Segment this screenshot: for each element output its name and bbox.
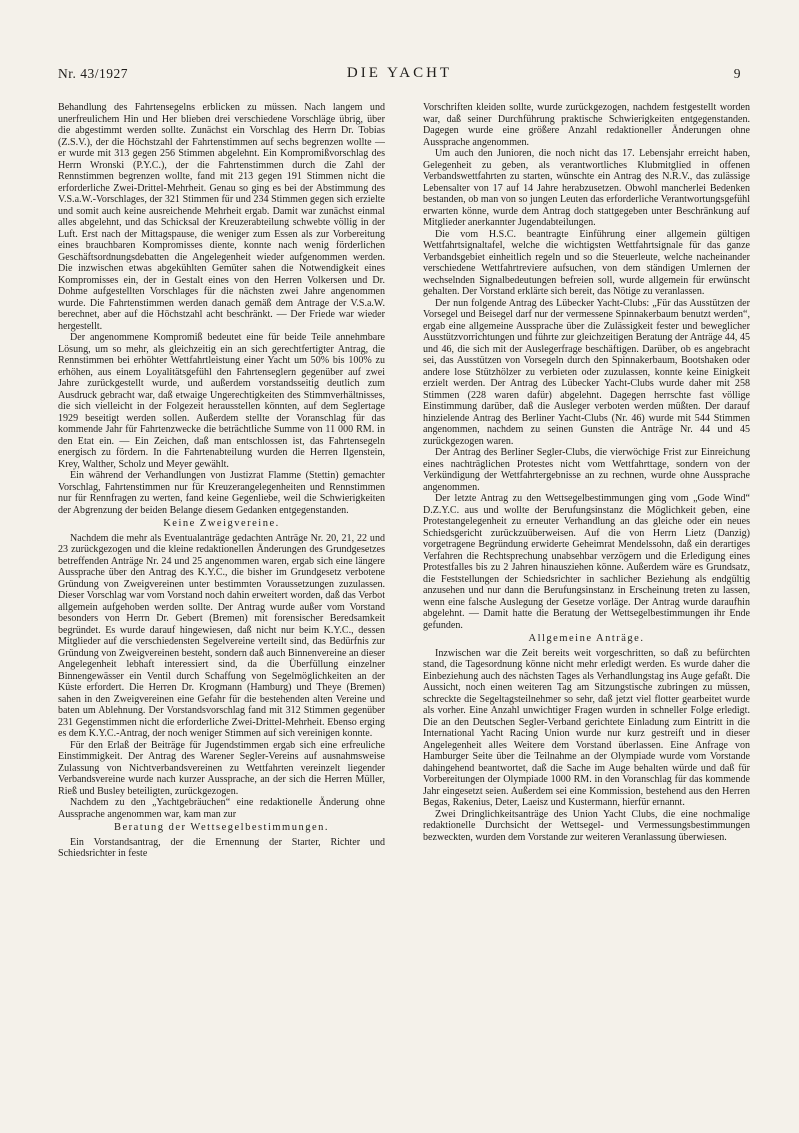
paragraph: Die vom H.S.C. beantragte Einführung einer allgemein gültigen Wettfahrtsignaltafel, welche die wichtigsten Wettfahrtsignale für das ganze Verbandsgebiet einheitlich regeln und so die Steuerleute, welche nacheinander verschiedene Wettfahrtreviere aufsuchen, von dem ständigen Umlernen der wechselnden Signalbedeutungen befreien soll, wurde allgemein für erwünscht gehalten. Der Vorstand erklärte sich bereit, das Nötige zu veranlassen.: [423, 228, 750, 297]
right-text-column: [423, 102, 750, 1112]
paragraph: Der angenommene Kompromiß bedeutet eine für beide Teile annehmbare Lösung, um so mehr, als gleichzeitig ein an sich gerechtfertigter Antrag, die Rennstimmen bei erhöhter Wettfahrtleistung einer Yacht um 50% bis 100% zu erhöhen, aus einem Loyalitätsgefühl den Fahrtenseglern gegenüber auf zwei Jahre zurückgestellt wurde, und außerdem vorstandsseitig deutlich zum Ausdruck gebracht war, daß etwaige Ungerechtigkeiten des Stimmverhältnisses, die sich vielleicht in der Folgezeit herausstellen könnten, auf dem Seglertage 1929 beseitigt werden sollen. Außerdem stellte der Voranschlag für das kommende Jahr für Fahrtenzwecke die beträchtliche Summe von 11 000 RM. in den Etat ein. — Ein Zeichen, daß man entschlossen ist, das Fahrtensegeln energisch zu fördern. In die Fahrtenabteilung wurden die Herren Ilgenstein, Krey, Walther, Scholz und Meyer gewählt.: [58, 332, 385, 470]
paragraph: Der letzte Antrag zu den Wettsegelbestimmungen ging vom „Gode Wind“ D.Z.Y.C. aus und wollte der Berufungsinstanz die Möglichkeit geben, eine Protestangelegenheit zu erneuter Verhandlung an das gleiche oder ein neues Schiedsgericht zurückzuüberweisen. Auf die von Herrn Lietz (Danzig) vorgetragene Begründung erwiderte Geheimrat Mendelssohn, daß ein derartiges Verfahren die Rechtsprechung unabsehbar verzögern und die Erledigung eines Protestfalles bis zu 2 Jahren hinausziehen könne. Außerdem wäre es Grundsatz, die Feststellungen der Schiedsrichter in sachlicher Beziehung als endgültig anzusehen und nur dann die Berufungsinstanz in Erscheinung treten zu lassen, wenn eine falsche Auslegung der Gesetze vorläge. Der Antrag wurde daraufhin abgelehnt. — Damit hatte die Beratung der Wettsegelbestimmungen ihr Ende gefunden.: [423, 493, 750, 631]
paragraph: Ein Vorstandsantrag, der die Ernennung der Starter, Richter und Schiedsrichter in feste: [58, 836, 385, 859]
paragraph: Nachdem die mehr als Eventualanträge gedachten Anträge Nr. 20, 21, 22 und 23 zurückgezogen und die kleine redaktionellen Änderungen des Grundgesetzes betreffenden Anträge Nr. 24 und 25 angenommen waren, ergab sich eine längere Aussprache über den Antrag des K.Y.C., die bisher im Grundgesetz verbotene Gründung von Zweigvereinen unter bestimmten Voraussetzungen zuzulassen. Dieser Vorschlag war vom Vorstand noch dahin erweitert worden, daß das Verbot allgemein aufgehoben werden sollte. Der Antrag wurde außer vom Vorstand besonders von Herrn Dr. Gebert (Bremen) mit forensischer Beredsamkeit begründet. Es wurde darauf hingewiesen, daß nicht nur beim K.Y.C., dessen Mitglieder auf die verschiedensten Segelvereine verteilt sind, das Bedürfnis zur Gründung von Zweigvereinen besteht, sondern daß auch Binnenvereine an dieser Angelegenheit lebhaft interessiert sind, da die Überfüllung einzelner Binnengewässer ein Ventil durch Schaffung von Segelmöglichkeiten an der Küste erfordert. Die Herren Dr. Krogmann (Hamburg) und Theye (Bremen) sahen in den Zweigvereinen eine Gefahr für die bestehenden alten Vereine und baten um Ablehnung. Der Vorstandsvorschlag fand mit 312 Stimmen gegenüber 231 Gegenstimmen nicht die erforderliche Zwei-Drittel-Mehrheit. Ebenso erging es dem K.Y.C.-Antrag, der noch weniger Stimmen auf sich vereinigen konnte.: [58, 532, 385, 739]
paragraph: Der nun folgende Antrag des Lübecker Yacht-Clubs: „Für das Ausstützen der Vorsegel und Beisegel darf nur der vermessene Spinnakerbaum benutzt werden“, ergab eine allgemeine Aussprache über die Zulässigkeit fester und beweglicher Ausstützvorrichtungen und führte zur gleichzeitigen Beratung der Anträge 44, 45 und 46, die sich mit der Auslegerfrage beschäftigen. Darüber, ob es angebracht sei, das Ausstützen von Vorsegeln durch den Spinnakerbaum, Bootshaken oder andere lose Stützhölzer zu verbieten oder zuzulassen, konnte keine Einigkeit erzielt werden. Der Antrag des Lübecker Yacht-Clubs wurde daher mit 258 Stimmen (228 waren dafür) abgelehnt. Dagegen herrschte fast völlige Einstimmung darüber, daß die Ausleger verboten werden müßten. Der darauf hinzielende Antrag des Berliner Yacht-Clubs (Nr. 46) wurde mit 544 Stimmen angenommen, nachdem zu seinen Gunsten die Anträge Nr. 44 und 45 zurückgezogen waren.: [423, 297, 750, 447]
issue-number: Nr. 43/1927: [58, 66, 129, 81]
page-header: [58, 66, 741, 86]
paragraph: Zwei Dringlichkeitsanträge des Union Yacht Clubs, die eine nochmalige redaktionelle Durchsicht der Wettsegel- und Vermessungsbestimmungen bezweckten, wurden dem Vorstande zur weiteren Veranlassung überwiesen.: [423, 808, 750, 843]
paragraph: Behandlung des Fahrtensegelns erblicken zu müssen. Nach langem und unerfreulichem Hin und Her blieben drei verschiedene Vorschläge übrig, über die abgestimmt werden sollte. Zunächst ein Vorschlag des Herrn Dr. Tobias (Z.S.V.), der die Höchstzahl der Fahrtenstimmen auf sechs begrenzen wollte — er wurde mit 313 gegen 256 Stimmen abgelehnt. Ein Kompromißvorschlag des Herrn Wronski (P.Y.C.), der die Fahrtenstimmen durch die Zahl der Rennstimmen begrenzen wollte, fand mit 213 gegen 191 Stimmen nicht die erforderliche Zwei-Drittel-Mehrheit. Genau so ging es bei der Abstimmung des V.S.a.W.-Vorschlages, der 321 Stimmen für und 234 Stimmen gegen sich erzielte und somit auch keine ausreichende Mehrheit ergab. Damit war zunächst einmal alles abgelehnt, und das Schicksal der Kreuzerabteilung schwebte völlig in der Luft. Erst nach der Mittagspause, die weniger zum Essen als zur Vorbereitung eines brauchbaren Kompromisses diente, konnte nach wenig förderlichen Geschäftsordnungsdebatten die Angelegenheit wieder aufgenommen werden. Die inzwischen etwas abgekühlten Gemüter sahen die Notwendigkeit eines Kompromisses ein, der in Gestalt eines von den Herren Volkersen und Dr. Dohme aufgestellten Vorschlages für die nächsten zwei Jahre angenommen wurde. Die Fahrtenstimmen werden danach gemäß dem Antrage der V.S.a.W. berechnet, aber auf die Höchstzahl acht beschränkt. — Der Friede war wieder hergestellt.: [58, 102, 385, 332]
section-heading: Allgemeine Anträge.: [528, 633, 645, 644]
paragraph: Ein während der Verhandlungen von Justizrat Flamme (Stettin) gemachter Vorschlag, Fahrtenstimmen nur für Kreuzerangelegenheiten und Rennstimmen nur für Rennfragen zu werten, fand keine Gegenliebe, weil die Schwierigkeiten der Abgrenzung der beiden Belange diesem Gedanken entgegenstanden.: [58, 470, 385, 516]
magazine-title: DIE YACHT: [346, 65, 453, 81]
left-text-column: [58, 102, 385, 1112]
paragraph: Um auch den Junioren, die noch nicht das 17. Lebensjahr erreicht haben, Gelegenheit zu geben, als verantwortliches Klubmitglied in offenen Verbandswettfahrten zu starten, wünschte ein Antrag des N.R.V., das zulässige Lebensalter von 17 auf 14 Jahre herabzusetzen. Obwohl mancherlei Bedenken bestanden, ob man von so jungen Leuten das erforderliche Verantwortungsgefühl erwarten könne, wurde dem Antrag doch stattgegeben unter Beschränkung auf Mitglieder anerkannter Jugendabteilungen.: [423, 148, 750, 228]
paragraph: Vorschriften kleiden sollte, wurde zurückgezogen, nachdem festgestellt worden war, daß seiner Durchführung praktische Schwierigkeiten entgegenstanden. Dagegen wurde eine größere Anzahl redaktioneller Änderungen ohne Aussprache angenommen.: [423, 102, 750, 148]
paragraph: Der Antrag des Berliner Segler-Clubs, die vierwöchige Frist zur Einreichung eines nachträglichen Protestes nicht vom Wettfahrttage, sondern von der Verkündigung der Wettfahrtergebnisse an zu rechnen, wurde ohne Aussprache angenommen.: [423, 447, 750, 493]
section-heading: Keine Zweigvereine.: [163, 518, 280, 529]
paragraph: Nachdem zu den „Yachtgebräuchen“ eine redaktionelle Änderung ohne Aussprache angenommen war, kam man zur: [58, 797, 385, 820]
page-number: 9: [733, 66, 741, 81]
paragraph: Für den Erlaß der Beiträge für Jugendstimmen ergab sich eine erfreuliche Einstimmigkeit. Der Antrag des Warener Segler-Vereins auf ausnahmsweise Zulassung von Nichtverbandsvereinen zu Wettfahrten vereinzelt liegender Verbandsvereine wurde nach kurzer Aussprache, an der sich die Herren Müller, Rieß und Busley beteiligten, zurückgezogen.: [58, 739, 385, 797]
section-heading: Beratung der Wettsegelbestimmungen.: [113, 822, 330, 833]
paragraph: Inzwischen war die Zeit bereits weit vorgeschritten, so daß zu befürchten stand, die Tagesordnung könne nicht mehr erledigt werden. Es wurde daher die Einbeziehung auch des nächsten Tages als Verhandlungstag ins Auge gefaßt. Die Aussicht, noch einen weiteren Tag am Sitzungstische zubringen zu müssen, schreckte die Segeltagsteilnehmer so sehr, daß jetzt viel flotter gearbeitet wurde als vorher. Eine Anzahl unwichtiger Fragen wurden in schneller Folge erledigt. Die an den Deutschen Segler-Verband gerichtete Einladung zum Eintritt in die International Yacht Racing Union wurde nur kurz gestreift und in dieser Angelegenheit alles Weitere dem Vorstand überlassen. Eine Anfrage von Hamburger Seite über die Teilnahme an der Olympiade wurde vom Vorstande dahingehend beantwortet, daß die Sache im Auge behalten würde und daß für Vorbereitungen der Olympiade 1000 RM. in den Voranschlag für das kommende Jahr eingesetzt seien. Außerdem sei eine Kommission, bestehend aus den Herren Begas, Rakenius, Deter, Laeisz und Kustermann, hierfür ernannt.: [423, 647, 750, 808]
